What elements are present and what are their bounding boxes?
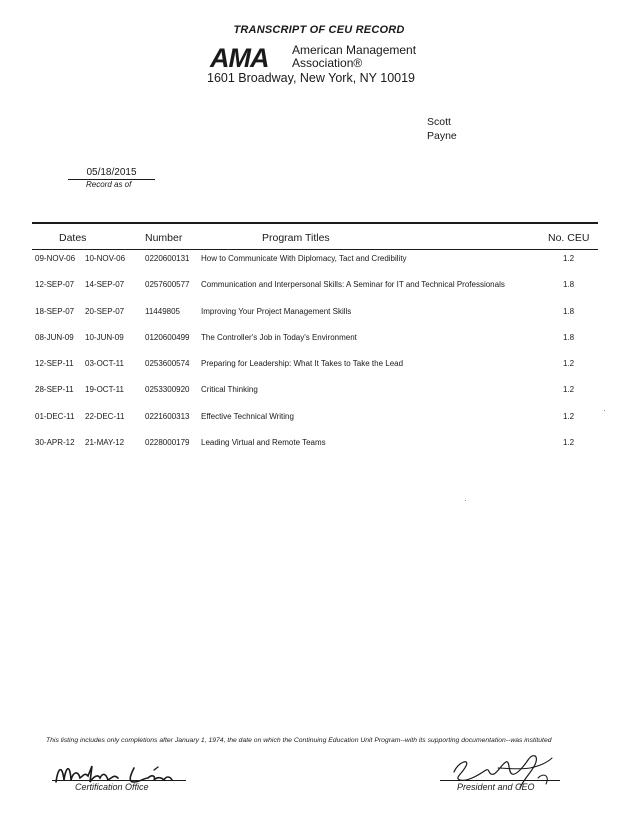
row-end-date: 22-DEC-11	[85, 411, 125, 421]
row-ceu: 1.2	[563, 254, 575, 263]
row-program-title: Critical Thinking	[201, 385, 258, 395]
row-ceu: 1.2	[563, 411, 575, 421]
row-start-date: 08-JUN-09	[35, 332, 74, 342]
row-program-title: How to Communicate With Diplomacy, Tact and Credibility	[201, 254, 407, 263]
row-start-date: 30-APR-12	[35, 438, 75, 448]
row-ceu: 1.2	[563, 359, 575, 369]
row-end-date: 10-NOV-06	[85, 254, 126, 263]
column-header-ceu: No. CEU	[548, 232, 590, 244]
table-top-rule	[32, 222, 598, 224]
row-start-date: 18-SEP-07	[35, 306, 75, 316]
row-program-number: 0253300920	[145, 385, 190, 395]
table-row	[0, 276, 638, 302]
recipient-first-name: Scott	[427, 116, 451, 128]
row-program-title: Communication and Interpersonal Skills: A Seminar for IT and Technical Professionals	[201, 280, 505, 290]
row-start-date: 12-SEP-07	[35, 280, 75, 290]
organization-name-line2: Association®	[292, 56, 363, 70]
row-ceu: 1.2	[563, 385, 575, 395]
scan-speck	[604, 410, 605, 411]
row-end-date: 19-OCT-11	[85, 385, 124, 395]
ceu-table-body	[0, 250, 638, 460]
recipient-name	[427, 115, 457, 143]
row-program-title: Effective Technical Writing	[201, 411, 294, 421]
signature-line-left	[52, 780, 186, 781]
footer-note: This listing includes only completions after January 1, 1974, the date on which the Continuing Education Unit Program--with its supporting documentation--was instituted	[46, 737, 552, 744]
row-start-date: 09-NOV-06	[35, 254, 76, 263]
ama-logo-mark: AMA	[210, 43, 269, 73]
ama-logo	[210, 44, 470, 72]
row-start-date: 01-DEC-11	[35, 411, 75, 421]
signature-line-right	[440, 780, 560, 781]
row-end-date: 20-SEP-07	[85, 306, 125, 316]
row-program-number: 11449805	[145, 306, 180, 316]
row-ceu: 1.8	[563, 332, 575, 342]
row-program-title: Leading Virtual and Remote Teams	[201, 438, 326, 448]
scan-speck	[465, 500, 466, 501]
president-ceo-label: President and CEO	[457, 782, 535, 792]
row-start-date: 12-SEP-11	[35, 359, 74, 369]
row-start-date: 28-SEP-11	[35, 385, 74, 395]
row-program-number: 0220600131	[145, 254, 190, 263]
row-program-number: 0221600313	[145, 411, 190, 421]
organization-name-line1: American Management	[292, 43, 417, 57]
table-row	[0, 329, 638, 355]
row-ceu: 1.8	[563, 306, 575, 316]
certification-office-label: Certification Office	[75, 782, 149, 792]
table-row	[0, 434, 638, 460]
row-end-date: 14-SEP-07	[85, 280, 125, 290]
row-program-title: Improving Your Project Management Skills	[201, 306, 352, 316]
record-date-label: Record as of	[86, 180, 132, 189]
table-row	[0, 250, 638, 276]
table-row	[0, 303, 638, 329]
document-title: TRANSCRIPT OF CEU RECORD	[233, 24, 405, 36]
column-header-number: Number	[145, 232, 183, 244]
row-end-date: 21-MAY-12	[85, 438, 125, 448]
column-header-dates: Dates	[59, 232, 87, 244]
row-program-title: Preparing for Leadership: What It Takes to Take the Lead	[201, 359, 404, 369]
row-program-number: 0257600577	[145, 280, 190, 290]
row-end-date: 10-JUN-09	[85, 332, 124, 342]
organization-name	[292, 44, 416, 70]
row-program-number: 0120600499	[145, 332, 190, 342]
table-row	[0, 355, 638, 381]
table-row	[0, 381, 638, 407]
record-date: 05/18/2015	[68, 167, 155, 180]
row-program-number: 0253600574	[145, 359, 190, 369]
column-header-program-titles: Program Titles	[262, 232, 330, 244]
table-row	[0, 408, 638, 434]
row-end-date: 03-OCT-11	[85, 359, 124, 369]
organization-address: 1601 Broadway, New York, NY 10019	[207, 71, 416, 85]
row-program-title: The Controller's Job in Today's Environment	[201, 332, 357, 342]
recipient-last-name: Payne	[427, 130, 457, 142]
row-ceu: 1.2	[563, 438, 575, 448]
row-ceu: 1.8	[563, 280, 575, 290]
row-program-number: 0228000179	[145, 438, 190, 448]
